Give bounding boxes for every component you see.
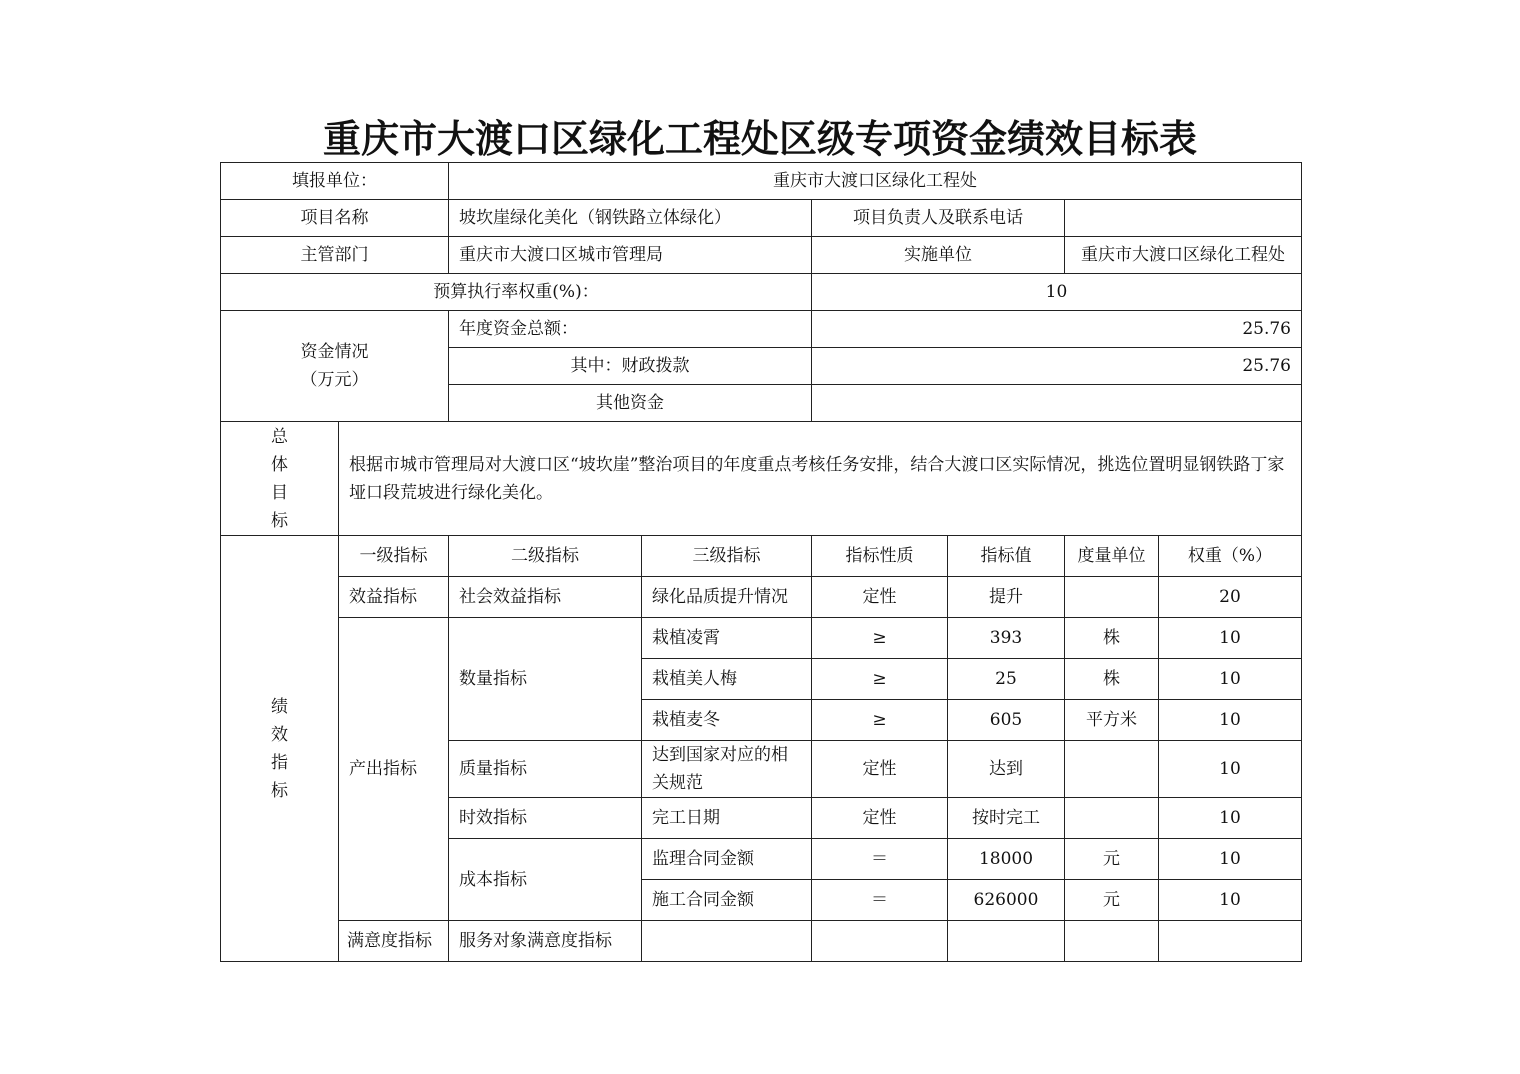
- funds-total-value: 25.76: [812, 311, 1302, 348]
- weight-cell: 10: [1159, 741, 1302, 798]
- project-name-value: 坡坎崖绿化美化（钢铁路立体绿化）: [449, 200, 812, 237]
- l3-cell: 监理合同金额: [642, 839, 812, 880]
- header-unit: 度量单位: [1065, 536, 1159, 577]
- l3-cell: 绿化品质提升情况: [642, 577, 812, 618]
- funds-total-label: 年度资金总额：: [449, 311, 812, 348]
- table-row: [221, 921, 1302, 962]
- funds-title: 资金情况: [300, 342, 369, 362]
- l3-cell: [642, 921, 812, 962]
- reporting-unit-value: 重庆市大渡口区绿化工程处: [449, 163, 1302, 200]
- nature-cell: ≥: [812, 618, 948, 659]
- perf-label-char: 效: [271, 724, 288, 745]
- dept-label: 主管部门: [221, 237, 449, 274]
- l2-cell: 服务对象满意度指标: [449, 921, 642, 962]
- weight-cell: 10: [1159, 659, 1302, 700]
- funds-other-value: [812, 385, 1302, 422]
- nature-cell: ≥: [812, 700, 948, 741]
- unit-cell: [1065, 798, 1159, 839]
- unit-cell: 元: [1065, 880, 1159, 921]
- l1-cell: 产出指标: [339, 618, 449, 921]
- l2-cell: 社会效益指标: [449, 577, 642, 618]
- goal-text: 根据市城市管理局对大渡口区“坡坎崖”整治项目的年度重点考核任务安排，结合大渡口区实际情况，挑选位置明显钢铁路丁家垭口段荒坡进行绿化美化。: [339, 422, 1302, 536]
- funds-other-label: 其他资金: [449, 385, 812, 422]
- l2-cell: 时效指标: [449, 798, 642, 839]
- budget-weight-value: 10: [812, 274, 1302, 311]
- header-nature: 指标性质: [812, 536, 948, 577]
- l2-cell: 数量指标: [449, 618, 642, 741]
- perf-label-char: 绩: [271, 696, 288, 717]
- l3-cell: 栽植凌霄: [642, 618, 812, 659]
- l1-cell: 效益指标: [339, 577, 449, 618]
- goal-label-cell: [221, 422, 339, 536]
- l2-cell: 质量指标: [449, 741, 642, 798]
- value-cell: 393: [948, 618, 1065, 659]
- nature-cell: 定性: [812, 798, 948, 839]
- funds-unit: （万元）: [300, 370, 369, 390]
- value-cell: 605: [948, 700, 1065, 741]
- perf-label-char: 指: [271, 752, 288, 773]
- weight-cell: 20: [1159, 577, 1302, 618]
- goal-label: 总体目标: [271, 426, 288, 531]
- funds-fiscal-value: 25.76: [812, 348, 1302, 385]
- nature-cell: [812, 921, 948, 962]
- impl-value: 重庆市大渡口区绿化工程处: [1065, 237, 1302, 274]
- weight-cell: 10: [1159, 798, 1302, 839]
- perf-label: [221, 536, 339, 962]
- l3-cell: 栽植美人梅: [642, 659, 812, 700]
- unit-cell: [1065, 921, 1159, 962]
- funds-label: [221, 311, 449, 422]
- weight-cell: 10: [1159, 839, 1302, 880]
- value-cell: 按时完工: [948, 798, 1065, 839]
- budget-weight-label: 预算执行率权重(%)：: [221, 274, 812, 311]
- l1-cell: 满意度指标: [339, 921, 449, 962]
- weight-cell: [1159, 921, 1302, 962]
- reporting-unit-label: 填报单位：: [221, 163, 449, 200]
- page-title: 重庆市大渡口区绿化工程处区级专项资金绩效目标表: [322, 117, 1197, 161]
- l3-cell: 施工合同金额: [642, 880, 812, 921]
- header-value: 指标值: [948, 536, 1065, 577]
- contact-label: 项目负责人及联系电话: [812, 200, 1065, 237]
- nature-cell: 定性: [812, 577, 948, 618]
- dept-value: 重庆市大渡口区城市管理局: [449, 237, 812, 274]
- nature-cell: ≥: [812, 659, 948, 700]
- table-row: [221, 577, 1302, 618]
- nature-cell: ＝: [812, 839, 948, 880]
- nature-cell: 定性: [812, 741, 948, 798]
- value-cell: 25: [948, 659, 1065, 700]
- value-cell: 626000: [948, 880, 1065, 921]
- header-l2: 二级指标: [449, 536, 642, 577]
- l3-cell: 达到国家对应的相关规范: [642, 741, 812, 798]
- unit-cell: 株: [1065, 618, 1159, 659]
- value-cell: 18000: [948, 839, 1065, 880]
- unit-cell: [1065, 741, 1159, 798]
- weight-cell: 10: [1159, 880, 1302, 921]
- performance-target-table: [220, 162, 1302, 962]
- unit-cell: 株: [1065, 659, 1159, 700]
- perf-label-char: 标: [271, 780, 288, 801]
- weight-cell: 10: [1159, 618, 1302, 659]
- nature-cell: ＝: [812, 880, 948, 921]
- l3-cell: 完工日期: [642, 798, 812, 839]
- unit-cell: 元: [1065, 839, 1159, 880]
- header-l3: 三级指标: [642, 536, 812, 577]
- l2-cell: 成本指标: [449, 839, 642, 921]
- value-cell: [948, 921, 1065, 962]
- contact-value: [1065, 200, 1302, 237]
- value-cell: 达到: [948, 741, 1065, 798]
- table-row: [221, 618, 1302, 659]
- weight-cell: 10: [1159, 700, 1302, 741]
- impl-label: 实施单位: [812, 237, 1065, 274]
- funds-fiscal-label: 其中：财政拨款: [449, 348, 812, 385]
- unit-cell: [1065, 577, 1159, 618]
- header-l1: 一级指标: [339, 536, 449, 577]
- l3-cell: 栽植麦冬: [642, 700, 812, 741]
- header-weight: 权重（%）: [1159, 536, 1302, 577]
- value-cell: 提升: [948, 577, 1065, 618]
- unit-cell: 平方米: [1065, 700, 1159, 741]
- project-name-label: 项目名称: [221, 200, 449, 237]
